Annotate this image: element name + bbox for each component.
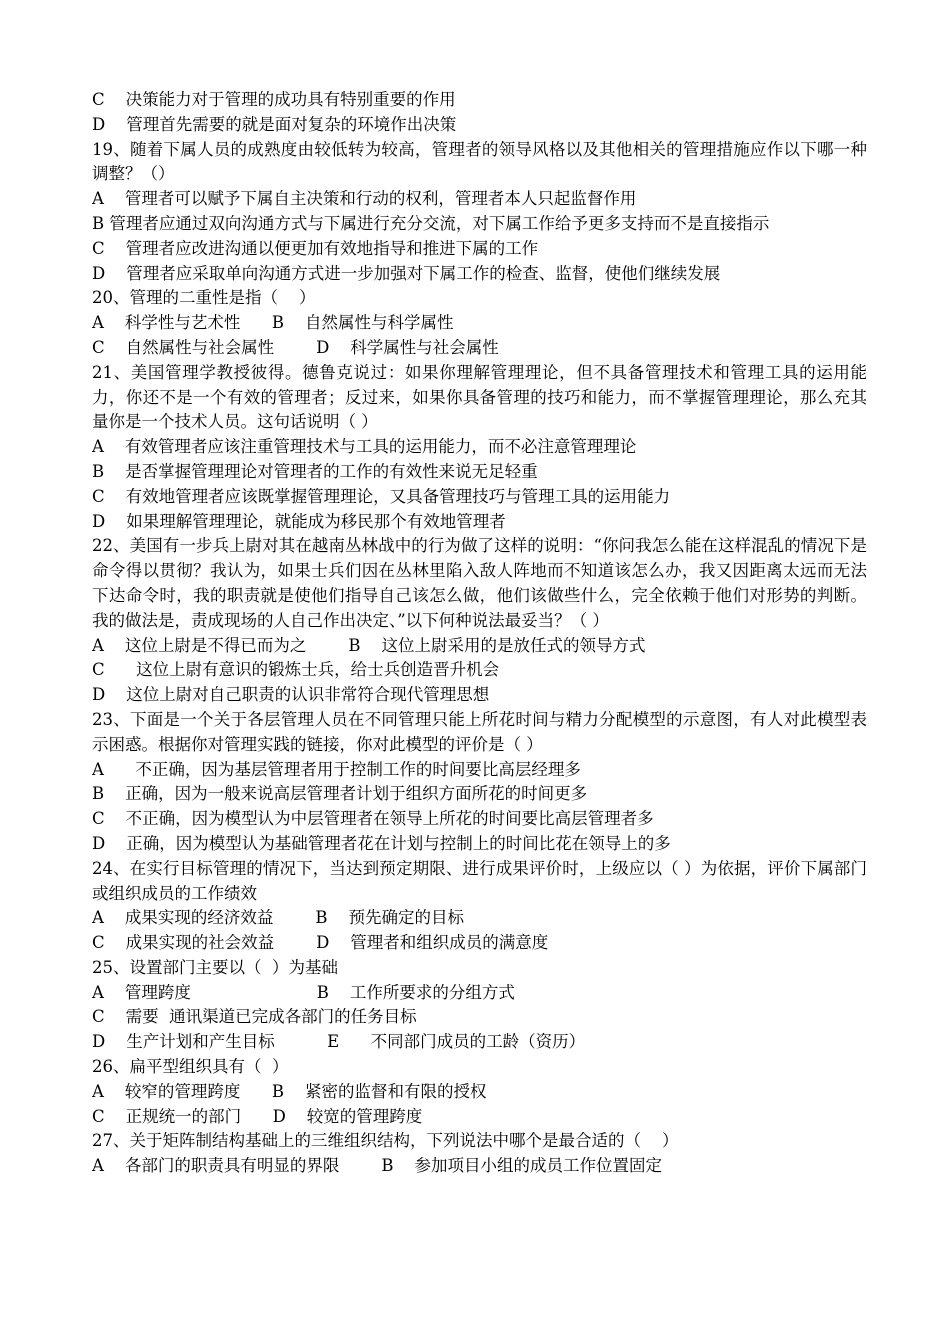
option-line: A 有效管理者应该注重管理技术与工具的运用能力，而不必注意管理理论 (92, 437, 637, 457)
option-line: C 不正确，因为模型认为中层管理者在领导上所花的时间要比高层管理者多 (92, 809, 654, 829)
option-line: C 自然属性与社会属性 D 科学属性与社会属性 (92, 337, 499, 357)
option-line: C 有效地管理者应该既掌握管理理论，又具备管理技巧与管理工具的运用能力 (92, 486, 671, 506)
question-27: 27、关于矩阵制结构基础上的三维组织结构，下列说法中哪个是最合适的（ ） (92, 1131, 679, 1151)
option-line: A 较窄的管理跨度 B 紧密的监督和有限的授权 (92, 1081, 487, 1101)
option-line: C 决策能力对于管理的成功具有特别重要的作用 (92, 90, 456, 109)
option-line: C 正规统一的部门 D 较宽的管理跨度 (92, 1106, 423, 1126)
question-22: 22、美国有一步兵上尉对其在越南丛林战中的行为做了这样的说明：“你问我怎么能在这样混乱的情况下是命令得以贯彻？我认为，如果士兵们因在丛林里陷入敌人阵地而不知道该怎么办，我又因距离太远而无法下达命令时，我的职责就是使他们指导自己该怎么做，他们该做些什么，完全依赖于他们对形势的判断。我的做法是，责成现场的人自己作出决定、”以下何种说法最妥当？（ ） (92, 536, 867, 630)
option-line: A 不正确，因为基层管理者用于控制工作的时间要比高层经理多 (92, 759, 581, 779)
option-line: B 管理者应通过双向沟通方式与下属进行充分交流，对下属工作给予更多支持而不是直接指示 (92, 213, 770, 233)
option-line: C 需要 通讯渠道已完成各部门的任务目标 (92, 1007, 417, 1027)
option-line: A 管理跨度 B 工作所要求的分组方式 (92, 982, 515, 1002)
option-line: B 是否掌握管理理论对管理者的工作的有效性来说无足轻重 (92, 461, 538, 481)
option-line: D 正确，因为模型认为基础管理者花在计划与控制上的时间比花在领导上的多 (92, 833, 671, 853)
question-19: 19、随着下属人员的成熟度由较低转为较高，管理者的领导风格以及其他相关的管理措施应作以下哪一种调整？（） (92, 139, 867, 184)
option-line: D 生产计划和产生目标 E 不同部门成员的工龄（资历） (92, 1032, 586, 1052)
option-line: B 正确，因为一般来说高层管理者计划于组织方面所花的时间更多 (92, 784, 588, 804)
question-20: 20、管理的二重性是指（ ） (92, 288, 316, 308)
option-line: A 这位上尉是不得已而为之 B 这位上尉采用的是放任式的领导方式 (92, 635, 646, 655)
option-line: C 这位上尉有意识的锻炼士兵，给士兵创造晋升机会 (92, 660, 500, 680)
document-page (92, 88, 867, 1179)
option-line: A 成果实现的经济效益 B 预先确定的目标 (92, 908, 464, 928)
option-line: D 如果理解管理理论，就能成为移民那个有效地管理者 (92, 511, 506, 531)
option-line: C 管理者应改进沟通以便更加有效地指导和推进下属的工作 (92, 238, 539, 258)
option-line: A 管理者可以赋予下属自主决策和行动的权利，管理者本人只起监督作用 (92, 189, 637, 209)
option-line: A 各部门的职责具有明显的界限 B 参加项目小组的成员工作位置固定 (92, 1156, 662, 1176)
question-24: 24、在实行目标管理的情况下，当达到预定期限、进行成果评价时，上级应以（ ）为依据，评价下属部门或组织成员的工作绩效 (92, 858, 867, 903)
option-line: D 这位上尉对自己职责的认识非常符合现代管理思想 (92, 685, 490, 705)
option-line: C 成果实现的社会效益 D 管理者和组织成员的满意度 (92, 933, 549, 953)
question-21: 21、美国管理学教授彼得。德鲁克说过：如果你理解管理理论，但不具备管理技术和管理工具的运用能力，你还不是一个有效的管理者；反过来，如果你具备管理的技巧和能力，而不掌握管理理论，那么充其量你是一个技术人员。这句话说明（ ） (92, 362, 867, 432)
question-26: 26、扁平型组织具有（ ） (92, 1057, 289, 1077)
option-line: D 管理首先需要的就是面对复杂的环境作出决策 (92, 114, 457, 134)
option-line: D 管理者应采取单向沟通方式进一步加强对下属工作的检查、监督，使他们继续发展 (92, 263, 721, 283)
option-line: A 科学性与艺术性 B 自然属性与科学属性 (92, 313, 454, 333)
question-23: 23、下面是一个关于各层管理人员在不同管理只能上所花时间与精力分配模型的示意图，有人对此模型表示困惑。根据你对管理实践的链接，你对此模型的评价是（ ） (92, 709, 867, 754)
question-25: 25、设置部门主要以（ ）为基础 (92, 957, 338, 977)
